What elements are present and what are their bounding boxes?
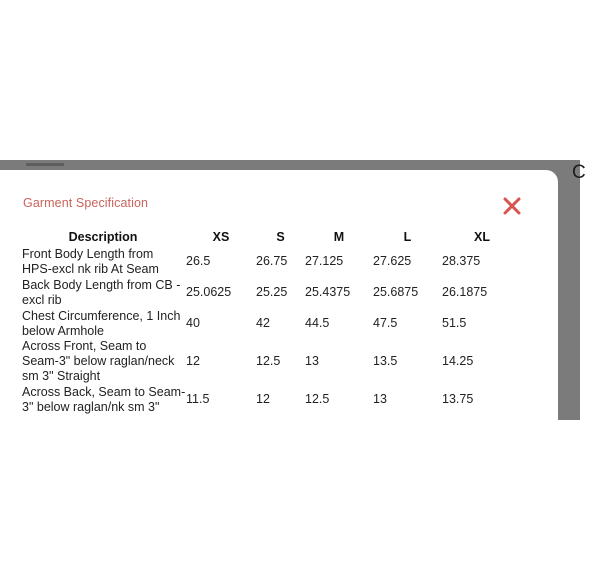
value-s: 42	[256, 316, 270, 330]
value-xs: 11.5	[186, 392, 210, 406]
table-header-row	[20, 228, 522, 246]
background-page-fragment	[26, 163, 64, 166]
value-s: 12	[256, 392, 270, 406]
row-description: Back Body Length from CB - excl rib	[22, 277, 181, 307]
clipped-row-fragment	[20, 415, 522, 423]
table-row-partial	[20, 415, 522, 423]
modal-title: Garment Specification	[23, 196, 149, 210]
garment-spec-modal	[0, 170, 558, 420]
column-header-description: Description	[68, 230, 138, 244]
value-l: 13.5	[373, 354, 398, 368]
value-xs: 25.0625	[186, 285, 232, 299]
value-s: 26.75	[256, 254, 288, 268]
close-icon	[500, 194, 524, 218]
table-row	[20, 277, 522, 308]
spec-table	[20, 228, 522, 423]
value-l: 47.5	[373, 316, 398, 330]
column-header-s: S	[276, 230, 285, 244]
value-xs: 26.5	[186, 254, 211, 268]
value-xs: 40	[186, 316, 200, 330]
table-row	[20, 384, 522, 415]
close-button[interactable]	[500, 194, 524, 218]
column-header-m: M	[333, 230, 345, 244]
table-row	[20, 308, 522, 339]
table-row	[20, 246, 522, 277]
background-page-text-fragment: C	[572, 162, 586, 183]
value-m: 44.5	[305, 316, 330, 330]
column-header-xl: XL	[474, 230, 490, 244]
row-description: Across Front, Seam to Seam-3" below raglan/neck sm 3" Straight	[22, 339, 175, 383]
row-description: Chest Circumference, 1 Inch below Armhole	[22, 308, 181, 338]
value-l: 27.625	[373, 254, 412, 268]
value-m: 27.125	[305, 254, 344, 268]
column-header-l: L	[403, 230, 412, 244]
value-s: 25.25	[256, 285, 288, 299]
value-s: 12.5	[256, 354, 281, 368]
value-xl: 26.1875	[442, 285, 488, 299]
value-xl: 13.75	[442, 392, 474, 406]
table-row	[20, 339, 522, 384]
value-m: 12.5	[305, 392, 330, 406]
value-xs: 12	[186, 354, 200, 368]
column-header-xs: XS	[212, 230, 230, 244]
value-l: 25.6875	[373, 285, 419, 299]
row-description: Front Body Length from HPS-excl nk rib At Seam	[22, 246, 159, 276]
value-m: 25.4375	[305, 285, 351, 299]
row-description: Across Back, Seam to Seam-3" below raglan/nk sm 3"	[22, 384, 186, 414]
value-xl: 28.375	[442, 254, 481, 268]
value-xl: 14.25	[442, 354, 474, 368]
value-l: 13	[373, 392, 387, 406]
value-xl: 51.5	[442, 316, 467, 330]
value-m: 13	[305, 354, 319, 368]
